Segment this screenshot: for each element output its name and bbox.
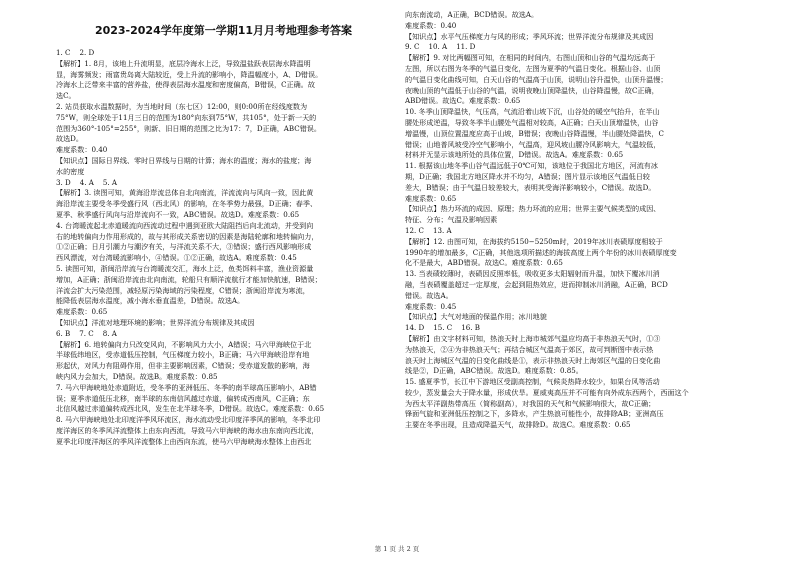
text-line: 7. 马六甲海峡地处赤道附近，受冬季的亚洲低压、冬季的南半球高压影响小，AB错 — [56, 382, 317, 392]
text-line: 【知识点】国际日界线、零时日界线与日期的计算；海水的温度；海水的盐度；海 — [56, 155, 312, 165]
text-line: 8. 马六甲海峡地处北印度洋季风环流区，海水流动受北印度洋季风的影响，冬季北印 — [56, 415, 321, 425]
text-line: 较少，蒸发量会大于降水量，形成伏旱。夏威夷高压并不可能有向外成东西两个，西面这个 — [405, 387, 689, 397]
text-line: 夏季、秋季盛行风向与沿岸流向不一致，ABC错误。故选D。难度系数：0.65 — [56, 209, 300, 219]
text-line: 半球低纬地区，受赤道低压控制，气压梯度力较小，B正确；马六甲海峡沿岸有地 — [56, 350, 310, 360]
text-line: 线是②，D正确，ABC错误。故选D。难度系数：0.85。 — [405, 366, 583, 376]
text-line: 腰处形成逆温，导致冬季半山腰处气温相对较高，A正确；白天山顶增温快，山谷 — [405, 117, 659, 127]
text-line: 右的地转偏向力作用形成的，故与其形成关系密切的因素是海陆轮廓和地转偏向力， — [56, 231, 319, 241]
text-line: 难度系数：0.65 — [405, 193, 457, 203]
text-line: ①②正确；日月引潮力与潮汐有关，与洋流关系不大，③错误；盛行西风影响形成 — [56, 242, 312, 252]
text-line: 错误；山地普风坡受冷空气影响小，气温高，迎风坡山腰冷风影响大，气温较低， — [405, 139, 661, 149]
page-title: 2023-2024学年度第一学期11月月考地理参考答案 — [94, 24, 353, 37]
text-line: 错误。故选A。 — [405, 290, 453, 300]
text-line: 度洋海区的冬季风洋流整体上由东向西流，导致马六甲海峡的海水由东南向西北流， — [56, 425, 319, 435]
text-line: 增加，A正确；浙闽沿岸流由北向南流，轮船只有顺洋流航行才能加快航速，B错误； — [56, 274, 322, 284]
text-line: 4. 台湾暖流起北赤道暖流向西流动过程中遇到亚欧大陆阻挡后向北流动，并受到向 — [56, 220, 314, 230]
text-line: 6. B 7. C 8. A — [56, 328, 117, 338]
text-line: 峡内风力会加大，D错误。故选B。难度系数：0.85 — [56, 371, 218, 381]
text-line: 【知识点】水平气压梯度力与风的形成；季风环流；世界洋流分布规律及其成因 — [405, 31, 654, 41]
text-line: 难度系数：0.65 — [56, 307, 108, 317]
text-line: 10. 冬季山顶降温快，气压高，气流沿着山坡下沉，山谷处的暖空气抬升，在半山 — [405, 107, 660, 117]
text-line: 难度系数：0.45 — [405, 301, 457, 311]
text-line: 15. 盛夏季节，长江中下游地区受副高控制，气候炎热降水较少，如果台风等活动 — [405, 377, 660, 387]
text-line: 【解析】9. 对比两幅图可知，在相同的时间内，右图山顶和山谷的气温均远高于 — [405, 53, 656, 63]
text-line: 期，D正确；我国北方地区降水并不均匀，A错误；图片显示该地区气温低日较 — [405, 171, 650, 181]
text-line: 能降低表层海水温度，减小海水垂直温差，D错误。故选A。 — [56, 296, 245, 306]
text-line: 的气温日变化曲线可知，白天山谷的气温高于山顶，说明山谷升温快，山顶升温慢； — [405, 74, 668, 84]
text-line: 1990年的增加最多，C正确，其他选项所描述的海拔高度上两个年份的冰川表碛厚度变 — [405, 247, 677, 257]
text-line: 差大，B错误；由于气温日较差较大，表明其受海洋影响较小，C错误。故选D。 — [405, 182, 656, 192]
right-column — [405, 10, 745, 542]
text-line: 难度系数：0.40 — [56, 145, 108, 155]
text-line: 【知识点】洋流对地理环境的影响；世界洋流分布规律及其成因 — [56, 317, 255, 327]
text-line: 材料并无显示该地所处的具体位置，D错误。故选A。难度系数：0.65 — [405, 150, 624, 160]
text-line: 主要在冬季出现，且造成降温天气，故排除D。故选C。难度系数：0.65 — [405, 420, 631, 430]
page-footer: 第 1 页 共 2 页 — [374, 545, 420, 553]
text-line: 冷海水上泛带来丰富的营养盐，使得表层海水温度和密度偏高，B错误，C正确。故 — [56, 80, 315, 90]
text-line: 9. C 10. A 11. D — [405, 42, 476, 52]
left-column — [56, 48, 391, 580]
text-line: 1. C 2. D — [56, 48, 95, 57]
text-line: 形起伏，对风力有阻碍作用，但非主要影响因素，C错误；受赤道发散的影响，海 — [56, 361, 310, 371]
text-line: 误；夏季赤道低压北移，南半球的东南信风越过赤道，偏转成西南风，C正确；东 — [56, 393, 310, 403]
text-line: 选C。 — [56, 91, 76, 101]
text-line: 夜晚山顶的气温低于山谷的气温，说明夜晚山顶降温快，山谷降温慢，故C正确， — [405, 85, 659, 95]
text-line: 西风漂流，对台湾暖流影响小，④错误。①②正确，故选A。难度系数：0.45 — [56, 253, 297, 263]
text-line: 【解析】6. 地转偏向力只改变风向，不影响风力大小，A错误；马六甲海峡位于北 — [56, 339, 312, 349]
text-line: 北信风越过赤道偏转成西北风，发生在北半球冬季，D错误。故选C。难度系数：0.65 — [56, 404, 325, 414]
text-line: 故选D。 — [56, 134, 83, 144]
text-line: ABD错误。故选C。难度系数：0.65 — [405, 96, 521, 106]
text-line: 洋流会扩大污染范围，减轻原污染海域的污染程度，C错误；浙闽沿岸流为寒流， — [56, 285, 310, 295]
text-line: 3. D 4. A 5. A — [56, 177, 118, 187]
text-line: 75°W，则全球处于11月三日的范围为180°向东到75°W，共105°，处于新一天的 — [56, 112, 317, 122]
text-line: 为西太平洋副热带高压（简称副高），对我国的天气和气候影响很大，故C正确； — [405, 398, 656, 408]
text-line: 【解析】3. 读图可知，黄海沿岸流总体自北向南流，洋流流向与风向一致，因此黄 — [56, 188, 314, 198]
text-line: 海沿岸流主要受冬季受盛行风（西北风）的影响，在冬季势力最强，D正确；春季、 — [56, 199, 318, 209]
text-line: 5. 读图可知，浙闽沿岸流与台湾暖流交汇，海水上泛，鱼类饵料丰富，渔业资源量 — [56, 263, 314, 273]
text-line: 13. 当表碛较薄时，表碛因反照率低，吸收更多太阳辐射而升温，加快下覆冰川消 — [405, 269, 660, 279]
text-line: 浪天时上海城区气温的日变化曲线是①，表示非热浪天时上海郊区气温的日变化曲 — [405, 355, 661, 365]
text-line: 【解析】12. 由图可知，在海拔约5150−5250m时，2019年冰川表碛厚度相较于 — [405, 236, 663, 246]
text-line: 向东南流动，A正确，BCD错误。故选A。 — [405, 10, 539, 19]
text-line: 左图，所以右图为冬季的气温日变化，左图为夏季的气温日变化。根据山谷、山顶 — [405, 63, 661, 73]
text-line: 【解析】由文字材料可知，热浪天时上海市城郊气温应均高于非热浪天气时，①③ — [405, 333, 661, 343]
text-line: 范围为360°-105°=255°，则新、旧日期的范围之比为17：7，D正确，ABC错误。 — [56, 123, 321, 133]
text-line: 水的密度 — [56, 166, 85, 176]
text-line: 夏季北印度洋海区的季风洋流整体上由西向东流，使马六甲海峡海水整体上由西北 — [56, 436, 312, 446]
text-line: 增温慢，山顶位置温度应高于山坡，B错误；夜晚山谷降温慢，半山腰处降温快，C — [405, 128, 664, 138]
text-line: 【解析】1. 8月，该地上升流明显，底层冷海水上泛，导致温盐跃表层海水降温明 — [56, 58, 311, 68]
text-line: 【知识点】热力环流的成因、原理；热力环流的应用；世界主要气候类型的成因、 — [405, 204, 661, 214]
text-line: 14. D 15. C 16. B — [405, 323, 480, 333]
text-line: 难度系数：0.40 — [405, 20, 457, 30]
text-line: 融，当表碛覆盖超过一定厚度，会起到阻热效应，进而抑制冰川消融，A正确，BCD — [405, 279, 668, 289]
text-line: 特征、分布；气温及影响因素 — [405, 215, 498, 225]
text-line: 化不是最大，ABD错误。故选C。难度系数：0.65 — [405, 258, 563, 268]
text-line: 显，海雾频发；雨富贵岛离大陆较近，受上升流的影响小，降温幅度小，A、D错误。 — [56, 69, 323, 79]
text-line: 【知识点】大气对地面的保温作用；冰川地貌 — [405, 312, 547, 322]
text-line: 12. C 13. A — [405, 225, 452, 235]
text-line: 锋面气旋和亚洲低压控制之下，多降水，产生热浪可能性小，故排除AB；亚洲高压 — [405, 409, 664, 419]
text-line: 11. 根据该山地冬季山谷气温远低于0℃可知，该地位于我国北方地区，河流有冰 — [405, 161, 658, 171]
text-line: 为热浪天，②④为非热浪天气；再结合城区气温高于郊区，故可判断图中表示热 — [405, 344, 654, 354]
text-line: 2. 站员获取水温数据时，为当地时间（东七区）12:00，则0:00所在经线度数为 — [56, 101, 308, 111]
